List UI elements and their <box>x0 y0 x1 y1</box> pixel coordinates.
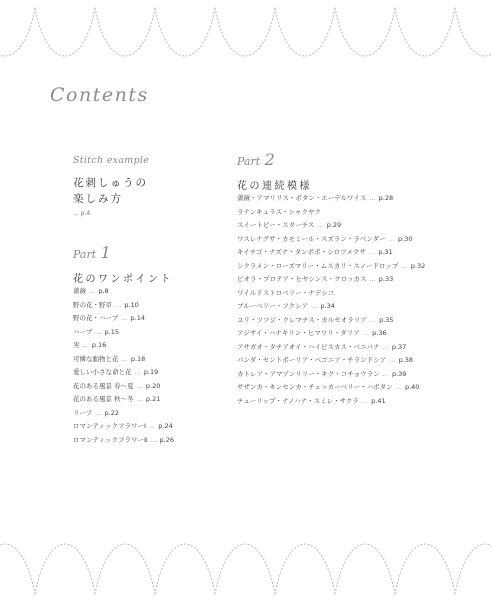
toc-entry-name: シクラメン・ローズマリー・ムスカリ・スノードロップ <box>237 261 399 270</box>
toc-entry-name: ユリ・ツツジ・クレマチス・カルセオラリア <box>237 315 367 324</box>
scallop-arc <box>275 8 335 56</box>
part2-label <box>237 150 457 169</box>
toc-entry <box>73 420 233 434</box>
toc-entry-name: チューリップ・ナノハナ・スミレ・サクラ <box>237 396 359 405</box>
toc-entry <box>237 219 457 233</box>
toc-leader-dots: ... <box>132 368 143 376</box>
stitch-title-line2: 楽しみ方 <box>73 193 123 205</box>
part1-label <box>73 243 233 262</box>
toc-entry-page: p.22 <box>104 408 119 417</box>
toc-leader-dots: ... <box>399 261 410 270</box>
scallop-arc <box>95 544 155 594</box>
toc-entry-page: p.32 <box>410 261 426 270</box>
toc-entry <box>237 206 457 220</box>
toc-entry <box>73 326 233 340</box>
scallop-arc <box>35 544 95 594</box>
toc-entry <box>237 341 457 355</box>
scallop-arc <box>335 8 395 56</box>
toc-entry-name: ブルーベリー・フクシア <box>237 302 309 310</box>
toc-entry <box>237 260 457 274</box>
toc-leader-dots: ... <box>134 381 145 390</box>
toc-entry-page: p.18 <box>130 354 146 363</box>
toc-entry-page: p.14 <box>130 314 145 322</box>
toc-entry-page: p.8 <box>98 287 109 295</box>
toc-entry-name: 野の花・野草 <box>73 300 112 309</box>
toc-entry <box>237 395 457 409</box>
toc-entry-page: p.38 <box>398 356 414 364</box>
toc-entry-name: 花のある風景 秋～冬 <box>73 395 134 403</box>
toc-leader-dots: ... <box>119 354 130 363</box>
toc-entry-name: 可憐な動物と花 <box>73 354 119 363</box>
left-column <box>73 155 233 447</box>
scallop-arc <box>155 8 215 56</box>
toc-entry <box>237 354 457 368</box>
toc-leader-dots: ... <box>134 395 145 403</box>
toc-entry-page: p.40 <box>404 383 420 391</box>
toc-entry-name: 薔薇 <box>73 287 86 295</box>
toc-leader-dots: ... <box>360 329 372 337</box>
toc-leader-dots: ... <box>309 302 320 310</box>
toc-entry <box>73 353 233 367</box>
toc-leader-dots: ... <box>380 369 391 378</box>
toc-entry-name: ビオラ・プロテア・ヒヤシンス・クロッカス <box>237 275 367 283</box>
stitch-title-line1: 花刺しゅうの <box>73 177 148 189</box>
toc-entry <box>237 233 457 247</box>
toc-entry <box>237 287 457 301</box>
toc-entry-page: p.21 <box>145 395 161 403</box>
toc-entry <box>73 393 233 407</box>
toc-entry <box>237 327 457 341</box>
toc-entry-name: ロマンティックフラワーⅡ <box>73 435 148 444</box>
toc-entry-name: ラナンキュラス・シャクヤク <box>237 207 321 216</box>
toc-leader-dots: ... <box>367 194 378 202</box>
toc-entry-page: p.37 <box>391 342 407 351</box>
toc-entry-page: p.28 <box>378 194 394 202</box>
scallop-arc <box>35 8 95 56</box>
toc-leader-dots: ... <box>119 314 130 322</box>
toc-entry-page: p.24 <box>158 422 173 430</box>
scallop-arc <box>95 8 155 56</box>
toc-leader-dots: ... <box>386 234 397 243</box>
toc-entry-name: パンダ・セントポーリア・ベゴニア・チランドシア <box>237 356 387 364</box>
right-column <box>237 150 457 408</box>
stitch-page: ... p.4 <box>73 210 91 217</box>
toc-entry <box>73 285 233 299</box>
scallop-arc <box>0 544 35 594</box>
toc-leader-dots: ... <box>393 383 404 391</box>
toc-entry <box>73 407 233 421</box>
toc-leader-dots: ... <box>367 275 378 283</box>
stitch-title <box>73 175 233 207</box>
toc-entry-page: p.31 <box>378 248 393 256</box>
toc-leader-dots: ... <box>80 341 91 349</box>
scallop-arc <box>395 8 455 56</box>
part1-label-text: Part <box>73 248 97 261</box>
part2-number: 2 <box>264 150 275 169</box>
toc-entry-name: 薔薇・アマリリス・ボタン・エーデルワイス <box>237 194 367 202</box>
toc-entry <box>73 312 233 326</box>
toc-entry-page: p.41 <box>371 396 386 405</box>
toc-entry <box>237 192 457 206</box>
toc-entry-name: ワイルドストロベリー・ナデシコ <box>237 288 335 297</box>
part1-title: 花のワンポイント <box>73 274 173 285</box>
part2-title: 花の連続模様 <box>237 181 312 192</box>
toc-entry-page: p.29 <box>326 221 342 229</box>
toc-entry-name: 実 <box>73 341 80 349</box>
toc-entry-name: 愛しい小さな命と花 <box>73 368 132 376</box>
toc-entry-name: 野の花・ハーブ <box>73 314 119 322</box>
part2-label-text: Part <box>237 155 261 168</box>
toc-entry-page: p.35 <box>379 315 394 324</box>
contents-heading: Contents <box>50 84 149 106</box>
toc-leader-dots: ... <box>93 327 104 336</box>
toc-entry-page: p.39 <box>391 369 407 378</box>
scallop-arc <box>275 544 335 594</box>
part1-number: 1 <box>100 243 111 262</box>
toc-entry-name: サザンカ・キンセンカ・チェッカーベリー・ハボタン <box>237 383 393 391</box>
part1-entry-list <box>73 285 233 447</box>
toc-leader-dots: ... <box>113 300 124 309</box>
scallop-arc <box>0 8 35 56</box>
toc-entry-name: ロマンティックフラワーⅠ <box>73 422 146 430</box>
toc-entry-name: リーフ <box>73 408 93 417</box>
toc-entry <box>73 434 233 448</box>
scallop-arc <box>455 8 492 56</box>
toc-entry-name: ワスレナグサ・カモミール・スズラン・ラベンダー <box>237 234 386 243</box>
toc-leader-dots: ... <box>387 356 398 364</box>
toc-entry-page: p.15 <box>104 327 119 336</box>
stitch-section <box>73 155 233 217</box>
top-scallop-border <box>0 0 492 80</box>
toc-entry-name: スイートピー・スターチス <box>237 221 315 229</box>
toc-entry-name: ハーブ <box>73 327 93 336</box>
scallop-arc <box>395 544 455 594</box>
toc-leader-dots: ... <box>367 315 379 324</box>
bottom-scallop-border <box>0 520 492 600</box>
stitch-example-label: Stitch example <box>73 155 150 166</box>
toc-entry <box>73 299 233 313</box>
toc-leader-dots: ... <box>359 396 371 405</box>
toc-entry-page: p.33 <box>378 275 394 283</box>
toc-entry-page: p.36 <box>372 329 387 337</box>
toc-leader-dots: ... <box>366 248 378 256</box>
toc-entry-page: p.16 <box>91 341 107 349</box>
toc-entry <box>73 380 233 394</box>
toc-leader-dots: ... <box>146 422 158 430</box>
toc-entry <box>73 339 233 353</box>
scallop-arc <box>215 8 275 56</box>
toc-leader-dots: ... <box>380 342 391 351</box>
toc-leader-dots: ... <box>148 435 159 444</box>
toc-entry <box>237 381 457 395</box>
scallop-arc <box>215 544 275 594</box>
toc-entry-page: p.10 <box>124 300 139 309</box>
toc-entry-name: キイチゴ・ナズナ・タンポポ・シロツメクサ <box>237 248 366 256</box>
toc-entry <box>237 273 457 287</box>
toc-entry-page: p.20 <box>145 381 161 390</box>
toc-entry-name: アサガオ・タチアオイ・ハイビスカス・ベニバナ <box>237 342 380 351</box>
part2-entry-list <box>237 192 457 408</box>
toc-entry-name: カトレア・アマゾンリリー・キク・コチョウラン <box>237 369 380 378</box>
scallop-arc <box>455 544 492 594</box>
toc-entry-page: p.30 <box>398 234 413 243</box>
scallop-arc <box>155 544 215 594</box>
toc-leader-dots: ... <box>315 221 326 229</box>
toc-entry <box>237 300 457 314</box>
toc-entry <box>237 314 457 328</box>
toc-entry-page: p.19 <box>143 368 159 376</box>
toc-leader-dots: ... <box>93 408 104 417</box>
toc-entry <box>237 368 457 382</box>
scallop-arc <box>335 544 395 594</box>
toc-entry <box>237 246 457 260</box>
toc-entry-page: p.26 <box>159 435 174 444</box>
toc-entry <box>73 366 233 380</box>
toc-leader-dots: ... <box>87 287 98 295</box>
toc-entry-name: アジサイ・ハナキリン・ヒマワリ・ダリア <box>237 329 360 337</box>
toc-entry-name: 花のある風景 春～夏 <box>73 381 134 390</box>
toc-entry-page: p.34 <box>320 302 335 310</box>
part1-section <box>73 243 233 447</box>
